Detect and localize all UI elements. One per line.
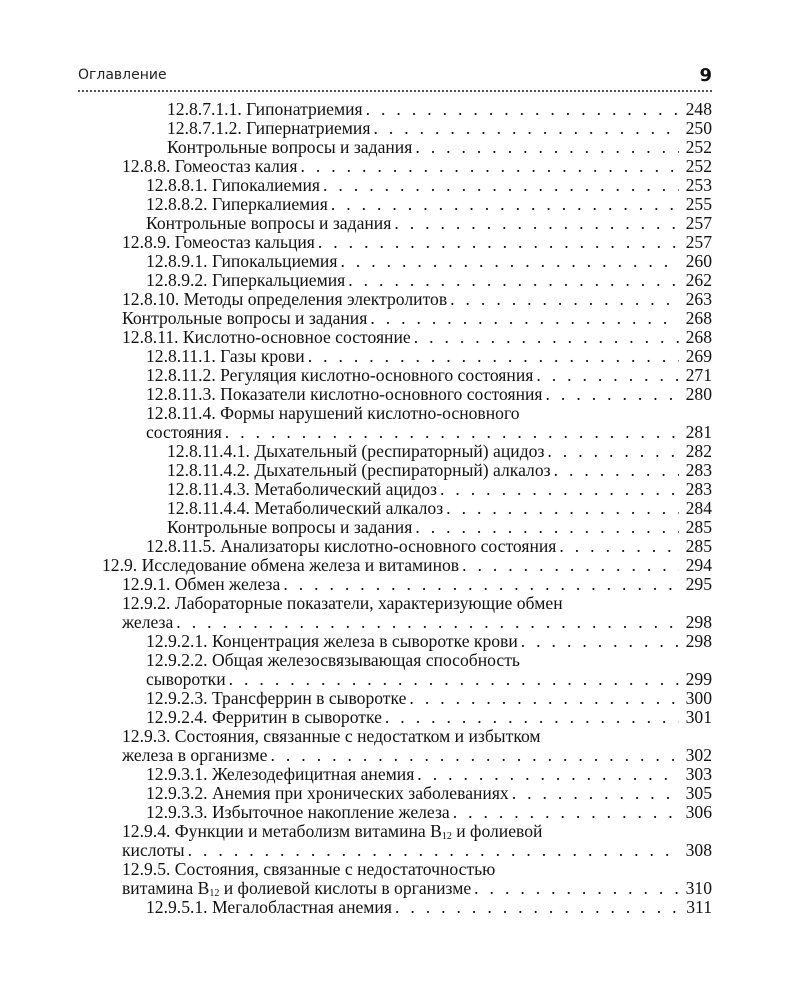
- running-header: [78, 62, 712, 92]
- toc-entry-title: 12.9.2.1. Концентрация железа в сыворотке крови: [146, 631, 518, 651]
- toc-entry-page: 303: [685, 764, 712, 784]
- toc-entry[interactable]: [0, 499, 800, 518]
- dot-leader: [474, 879, 679, 898]
- toc-entry-title: 12.8.11.1. Газы крови: [146, 346, 305, 366]
- toc-entry-title: 12.8.11.4. Формы нарушений кислотно-основного: [146, 403, 520, 423]
- toc-entry-page: 283: [685, 479, 712, 499]
- toc-entry-page: 257: [685, 213, 712, 233]
- toc-entry-page: 299: [685, 669, 712, 689]
- toc-entry-title: железа в организме: [122, 745, 268, 765]
- header-title: Оглавление: [78, 67, 167, 83]
- dot-leader: [373, 119, 679, 138]
- toc-entry-title: 12.9.3.3. Избыточное накопление железа: [146, 802, 450, 822]
- toc-entry[interactable]: [0, 385, 800, 404]
- toc-entry-title: 12.9.5.1. Мегалобластная анемия: [146, 897, 392, 917]
- toc-entry-title: кислоты: [122, 840, 185, 860]
- toc-entry-page: 284: [685, 498, 712, 518]
- toc-entry-title: 12.8.11.3. Показатели кислотно-основного состояния: [146, 384, 543, 404]
- dot-leader: [370, 309, 679, 328]
- dot-leader: [300, 157, 679, 176]
- toc-entry[interactable]: [0, 575, 800, 594]
- table-of-contents: [0, 100, 800, 917]
- toc-entry-page: 282: [685, 441, 712, 461]
- toc-entry-page: 253: [685, 175, 712, 195]
- toc-entry[interactable]: [0, 518, 800, 537]
- dot-leader: [559, 537, 679, 556]
- toc-entry-title: 12.8.11.4.4. Метаболический алкалоз: [167, 498, 444, 518]
- toc-entry[interactable]: [0, 271, 800, 290]
- toc-entry-page: 255: [685, 194, 712, 214]
- page-number: 9: [699, 65, 712, 86]
- toc-entry-title: 12.9.4. Функции и метаболизм витамина $B_{12}$ и фолиевой: [122, 821, 543, 842]
- dot-leader: [385, 708, 679, 727]
- toc-entry[interactable]: [0, 613, 800, 632]
- toc-entry-title: 12.9.3. Состояния, связанные с недостатком и избытком: [122, 726, 541, 746]
- toc-entry-page: 280: [685, 384, 712, 404]
- toc-entry[interactable]: [0, 423, 800, 442]
- toc-entry[interactable]: [0, 366, 800, 385]
- dot-leader: [414, 328, 679, 347]
- toc-entry-page: 294: [685, 555, 712, 575]
- toc-entry[interactable]: [0, 803, 800, 822]
- toc-entry[interactable]: [0, 879, 800, 898]
- toc-entry-page: 302: [685, 745, 712, 765]
- toc-entry[interactable]: [0, 765, 800, 784]
- toc-entry[interactable]: [0, 176, 800, 195]
- toc-entry-page: 250: [685, 118, 712, 138]
- toc-entry[interactable]: [0, 727, 800, 746]
- toc-entry-page: 298: [685, 612, 712, 632]
- dot-leader: [462, 556, 679, 575]
- toc-entry[interactable]: [0, 860, 800, 879]
- toc-entry[interactable]: [0, 442, 800, 461]
- toc-entry-title: 12.9.3.1. Железодефицитная анемия: [146, 764, 415, 784]
- dot-leader: [521, 632, 679, 651]
- toc-entry[interactable]: [0, 233, 800, 252]
- toc-entry-title: 12.9.1. Обмен железа: [122, 574, 281, 594]
- dot-leader: [446, 499, 679, 518]
- dot-leader: [417, 765, 679, 784]
- toc-entry-page: 311: [686, 897, 712, 917]
- toc-entry-page: 301: [685, 707, 712, 727]
- toc-entry[interactable]: [0, 898, 800, 917]
- dot-leader: [229, 670, 679, 689]
- toc-entry-title: витамина $B_{12}$ и фолиевой кислоты в организме: [122, 878, 472, 899]
- toc-entry[interactable]: [0, 689, 800, 708]
- toc-entry-page: 298: [685, 631, 712, 651]
- toc-entry[interactable]: [0, 784, 800, 803]
- toc-entry-title: 12.9.2.4. Ферритин в сыворотке: [146, 707, 382, 727]
- toc-entry-title: Контрольные вопросы и задания: [167, 137, 413, 157]
- dot-leader: [283, 575, 679, 594]
- dot-leader: [308, 347, 679, 366]
- toc-entry-title: 12.9.2.3. Трансферрин в сыворотке: [146, 688, 407, 708]
- toc-entry-page: 268: [685, 308, 712, 328]
- toc-entry[interactable]: [0, 480, 800, 499]
- dot-leader: [331, 195, 679, 214]
- toc-entry[interactable]: [0, 309, 800, 328]
- toc-entry-page: 283: [685, 460, 712, 480]
- toc-entry[interactable]: [0, 119, 800, 138]
- toc-entry-title: 12.8.7.1.1. Гипонатриемия: [167, 99, 363, 119]
- dot-leader: [176, 613, 679, 632]
- dot-leader: [409, 689, 679, 708]
- toc-entry[interactable]: [0, 157, 800, 176]
- toc-entry-page: 248: [685, 99, 712, 119]
- toc-entry-title: железа: [122, 612, 174, 632]
- dot-leader: [348, 271, 679, 290]
- dot-leader: [512, 784, 679, 803]
- toc-entry-title: 12.8.11.4.2. Дыхательный (респираторный) алкалоз: [167, 460, 551, 480]
- toc-entry-page: 295: [685, 574, 712, 594]
- toc-entry[interactable]: [0, 708, 800, 727]
- dot-leader: [450, 290, 679, 309]
- toc-entry[interactable]: [0, 670, 800, 689]
- dot-leader: [188, 841, 679, 860]
- dot-leader: [395, 898, 679, 917]
- toc-entry-page: 300: [685, 688, 712, 708]
- toc-entry-title: 12.8.8.1. Гипокалиемия: [146, 175, 320, 195]
- toc-entry[interactable]: [0, 252, 800, 271]
- dot-leader: [366, 100, 679, 119]
- toc-entry-title: 12.8.11.4.1. Дыхательный (респираторный) ацидоз: [167, 441, 545, 461]
- toc-entry-page: 252: [685, 156, 712, 176]
- toc-entry-title: состояния: [146, 422, 222, 442]
- toc-entry[interactable]: [0, 404, 800, 423]
- dot-leader: [323, 176, 679, 195]
- dot-leader: [536, 366, 679, 385]
- dot-leader: [225, 423, 679, 442]
- dot-leader: [453, 803, 679, 822]
- toc-entry[interactable]: [0, 537, 800, 556]
- toc-entry-title: 12.9. Исследование обмена железа и витаминов: [102, 555, 460, 575]
- toc-entry-page: 281: [685, 422, 712, 442]
- toc-entry-page: 263: [685, 289, 712, 309]
- toc-entry[interactable]: [0, 594, 800, 613]
- toc-entry-page: 257: [685, 232, 712, 252]
- toc-entry-page: 269: [685, 346, 712, 366]
- toc-entry-page: 310: [685, 878, 712, 898]
- toc-entry-title: 12.8.9. Гомеостаз кальция: [122, 232, 315, 252]
- toc-entry[interactable]: [0, 651, 800, 670]
- toc-entry-page: 285: [685, 536, 712, 556]
- dot-leader: [415, 518, 679, 537]
- toc-entry-title: Контрольные вопросы и задания: [167, 517, 413, 537]
- toc-entry-page: 252: [685, 137, 712, 157]
- toc-entry[interactable]: [0, 461, 800, 480]
- toc-entry-title: 12.9.3.2. Анемия при хронических заболеваниях: [146, 783, 509, 803]
- toc-entry-title: 12.8.9.2. Гиперкальциемия: [146, 270, 346, 290]
- toc-entry-page: 262: [685, 270, 712, 290]
- dot-leader: [271, 746, 680, 765]
- toc-entry-page: 271: [685, 365, 712, 385]
- toc-entry-page: 306: [685, 802, 712, 822]
- toc-entry[interactable]: [0, 632, 800, 651]
- toc-entry-title: 12.8.11.5. Анализаторы кислотно-основного состояния: [146, 536, 557, 556]
- toc-entry[interactable]: [0, 290, 800, 309]
- toc-entry-title: сыворотки: [146, 669, 226, 689]
- dot-leader: [554, 461, 679, 480]
- toc-entry-page: 305: [685, 783, 712, 803]
- toc-entry-page: 268: [685, 327, 712, 347]
- dot-leader: [546, 385, 679, 404]
- toc-entry-page: 308: [685, 840, 712, 860]
- toc-entry[interactable]: [0, 347, 800, 366]
- toc-entry-title: 12.8.9.1. Гипокальциемия: [146, 251, 338, 271]
- toc-entry-title: 12.8.8.2. Гиперкалиемия: [146, 194, 328, 214]
- toc-entry-page: 260: [685, 251, 712, 271]
- toc-entry[interactable]: [0, 138, 800, 157]
- toc-entry[interactable]: [0, 822, 800, 841]
- toc-entry-title: Контрольные вопросы и задания: [146, 213, 392, 233]
- toc-entry-title: Контрольные вопросы и задания: [122, 308, 368, 328]
- toc-entry-title: 12.8.11.4.3. Метаболический ацидоз: [167, 479, 437, 499]
- dot-leader: [415, 138, 679, 157]
- toc-entry-title: 12.8.8. Гомеостаз калия: [122, 156, 298, 176]
- toc-entry-title: 12.8.11.2. Регуляция кислотно-основного состояния: [146, 365, 534, 385]
- toc-entry-title: 12.9.5. Состояния, связанные с недостаточностью: [122, 859, 496, 879]
- toc-entry[interactable]: [0, 195, 800, 214]
- toc-entry-page: 285: [685, 517, 712, 537]
- toc-entry-title: 12.8.7.1.2. Гипернатриемия: [167, 118, 371, 138]
- toc-entry[interactable]: [0, 556, 800, 575]
- dot-leader: [547, 442, 679, 461]
- dot-leader: [318, 233, 679, 252]
- dot-leader: [440, 480, 679, 499]
- toc-entry-title: 12.8.10. Методы определения электролитов: [122, 289, 448, 309]
- toc-entry[interactable]: [0, 328, 800, 347]
- toc-entry[interactable]: [0, 100, 800, 119]
- toc-entry[interactable]: [0, 841, 800, 860]
- toc-entry-title: 12.9.2.2. Общая железосвязывающая способность: [146, 650, 520, 670]
- toc-entry[interactable]: [0, 214, 800, 233]
- dot-leader: [394, 214, 679, 233]
- toc-entry-title: 12.9.2. Лабораторные показатели, характеризующие обмен: [122, 593, 563, 613]
- toc-entry[interactable]: [0, 746, 800, 765]
- dot-leader: [340, 252, 679, 271]
- toc-entry-title: 12.8.11. Кислотно-основное состояние: [122, 327, 411, 347]
